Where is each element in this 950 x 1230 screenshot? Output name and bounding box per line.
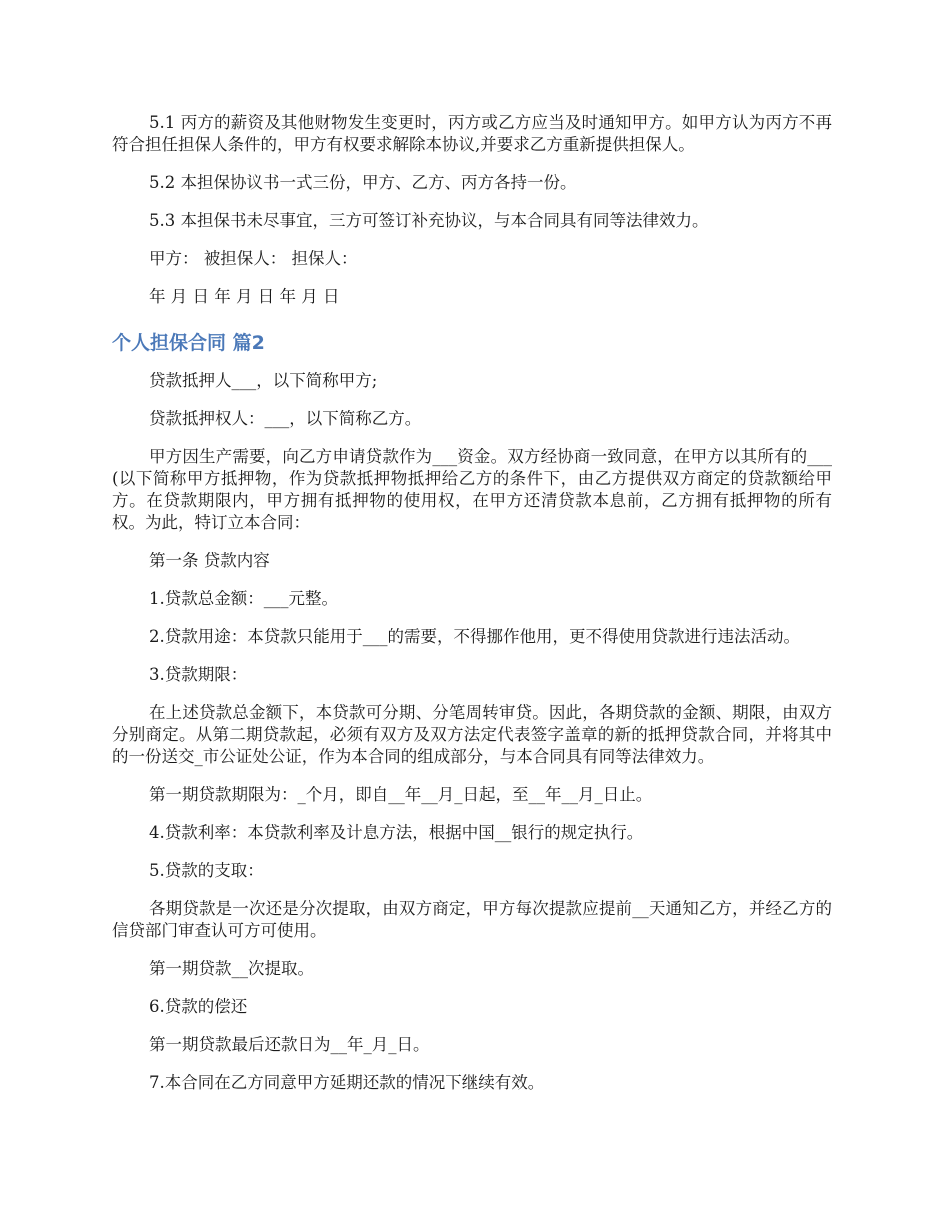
item-loan-term-title: 3.贷款期限： bbox=[149, 665, 248, 684]
signature-parties: 甲方： 被担保人： 担保人： bbox=[149, 249, 358, 268]
item-loan-purpose: 2.贷款用途：本贷款只能用于___的需要，不得挪作他用，更不得使用贷款进行违法活动。 bbox=[149, 627, 800, 646]
item-extension: 7.本合同在乙方同意甲方延期还款的情况下继续有效。 bbox=[149, 1073, 545, 1092]
item-repayment-title: 6.贷款的偿还 bbox=[149, 997, 248, 1016]
withdrawal-paragraph: 各期贷款是一次还是分次提取，由双方商定，甲方每次提款应提前__天通知乙方，并经乙方的信贷部门审查认可方可使用。 bbox=[112, 899, 832, 940]
clause-5-2: 5.2 本担保协议书一式三份，甲方、乙方、丙方各持一份。 bbox=[149, 173, 577, 192]
loan-term-paragraph: 在上述贷款总金额下，本贷款可分期、分笔周转审贷。因此，各期贷款的金额、期限，由双方分别商定。从第二期贷款起，必须有双方及双方法定代表签字盖章的新的抵押贷款合同，并将其中的一份送交_市公证处公证，作为本合同的组成部分，与本合同具有同等法律效力。 bbox=[112, 703, 832, 766]
section-b bbox=[112, 370, 832, 1094]
signature-dates: 年 月 日 年 月 日 年 月 日 bbox=[149, 287, 340, 306]
first-withdrawal-line: 第一期贷款__次提取。 bbox=[149, 959, 314, 978]
article-1-title: 第一条 贷款内容 bbox=[149, 551, 270, 570]
item-loan-amount: 1.贷款总金额：___元整。 bbox=[149, 589, 338, 608]
mortgagee-line: 贷款抵押权人：___，以下简称乙方。 bbox=[149, 409, 422, 428]
item-interest-rate: 4.贷款利率：本贷款利率及计息方法，根据中国__银行的规定执行。 bbox=[149, 823, 644, 842]
clause-5-1: 5.1 丙方的薪资及其他财物发生变更时，丙方或乙方应当及时通知甲方。如甲方认为丙方不再符合担任担保人条件的，甲方有权要求解除本协议,并要求乙方重新提供担保人。 bbox=[112, 113, 832, 154]
section-heading: 个人担保合同 篇2 bbox=[112, 332, 265, 354]
preamble-paragraph: 甲方因生产需要，向乙方申请贷款作为___资金。双方经协商一致同意，在甲方以其所有的___(以下简称甲方抵押物，作为贷款抵押物抵押给乙方的条件下，由乙方提供双方商定的贷款额给甲方。在贷款期限内，甲方拥有抵押物的使用权，在甲方还清贷款本息前，乙方拥有抵押物的所有权。为此，特订立本合同： bbox=[112, 447, 832, 532]
repayment-date-line: 第一期贷款最后还款日为__年_月_日。 bbox=[149, 1035, 430, 1054]
first-term-line: 第一期贷款期限为：_个月，即自__年__月_日起，至__年__月_日止。 bbox=[149, 785, 653, 804]
mortgagor-line: 贷款抵押人___，以下简称甲方; bbox=[149, 371, 378, 390]
clause-5-3: 5.3 本担保书未尽事宜，三方可签订补充协议，与本合同具有同等法律效力。 bbox=[149, 211, 709, 230]
item-withdrawal-title: 5.贷款的支取： bbox=[149, 861, 264, 880]
section-a bbox=[112, 112, 832, 308]
